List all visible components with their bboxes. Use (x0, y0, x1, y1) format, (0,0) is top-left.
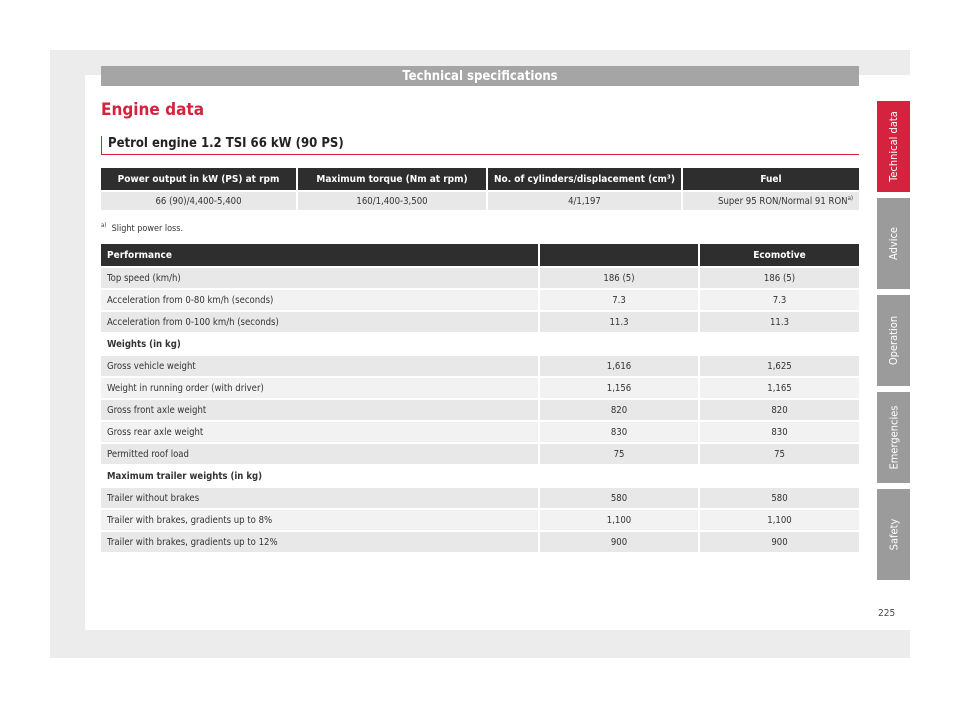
fuel-value: Super 95 RON/Normal 91 RON (718, 196, 848, 208)
tab-technical-data[interactable]: Technical data (877, 101, 910, 192)
table-cell: 4/1,197 (488, 192, 681, 210)
table-cell: Gross rear axle weight (101, 422, 538, 442)
table-cell: 1,156 (540, 378, 698, 398)
footnote-text: Slight power loss. (111, 224, 184, 234)
table-row (101, 444, 859, 464)
footnote-mark: a) (847, 194, 853, 202)
table-cell: 830 (700, 422, 859, 442)
column-header: No. of cylinders/displacement (cm³) (488, 168, 681, 190)
table-row (101, 356, 859, 376)
table-cell (683, 192, 859, 210)
table-cell: Weights (in kg) (101, 334, 538, 354)
table-cell: 11.3 (540, 312, 698, 332)
table-cell: Gross front axle weight (101, 400, 538, 420)
table-row (101, 312, 859, 332)
table-row (101, 192, 859, 210)
table-cell: Trailer without brakes (101, 488, 538, 508)
section-subtitle: Petrol engine 1.2 TSI 66 kW (90 PS) (108, 136, 344, 151)
tab-emergencies[interactable]: Emergencies (877, 392, 910, 483)
page-number: 225 (878, 608, 896, 619)
column-header: Maximum torque (Nm at rpm) (298, 168, 486, 190)
table-row (101, 488, 859, 508)
table-row (101, 378, 859, 398)
table-cell: Trailer with brakes, gradients up to 8% (101, 510, 538, 530)
table-cell: Acceleration from 0-80 km/h (seconds) (101, 290, 538, 310)
table-cell: 1,100 (540, 510, 698, 530)
table-cell: 186 (5) (540, 268, 698, 288)
tab-operation[interactable]: Operation (877, 295, 910, 386)
table-cell: 160/1,400-3,500 (298, 192, 486, 210)
table-row (101, 422, 859, 442)
table-cell: 900 (700, 532, 859, 552)
table-row (101, 510, 859, 530)
table-cell (540, 466, 698, 486)
table-cell: 66 (90)/4,400-5,400 (101, 192, 296, 210)
table-cell: Top speed (km/h) (101, 268, 538, 288)
table-cell: 7.3 (700, 290, 859, 310)
table-cell: 1,625 (700, 356, 859, 376)
table-row (101, 466, 859, 486)
page-header-title: Technical specifications (402, 68, 558, 84)
table-cell: Weight in running order (with driver) (101, 378, 538, 398)
column-header (540, 244, 698, 266)
table-cell: 1,616 (540, 356, 698, 376)
table-row (101, 268, 859, 288)
engine-data-table (99, 166, 861, 212)
table-header-row (101, 168, 859, 190)
table-cell: 11.3 (700, 312, 859, 332)
tab-safety[interactable]: Safety (877, 489, 910, 580)
performance-table (99, 242, 861, 554)
column-header: Ecomotive (700, 244, 859, 266)
table-cell: Acceleration from 0-100 km/h (seconds) (101, 312, 538, 332)
column-header: Performance (101, 244, 538, 266)
table-cell: Permitted roof load (101, 444, 538, 464)
table-cell (700, 334, 859, 354)
table-cell: 820 (540, 400, 698, 420)
table-cell: 186 (5) (700, 268, 859, 288)
table-cell: 75 (540, 444, 698, 464)
table-row (101, 290, 859, 310)
column-header: Fuel (683, 168, 859, 190)
table-row (101, 400, 859, 420)
table-cell: 1,100 (700, 510, 859, 530)
table-cell (700, 466, 859, 486)
tab-advice[interactable]: Advice (877, 198, 910, 289)
page-header (101, 66, 859, 86)
table-row (101, 334, 859, 354)
table-cell: 580 (540, 488, 698, 508)
table-cell: 7.3 (540, 290, 698, 310)
table-cell (540, 334, 698, 354)
table-cell: Gross vehicle weight (101, 356, 538, 376)
table-cell: 820 (700, 400, 859, 420)
table-cell: Maximum trailer weights (in kg) (101, 466, 538, 486)
column-header: Power output in kW (PS) at rpm (101, 168, 296, 190)
section-title: Engine data (101, 100, 205, 120)
table-row (101, 532, 859, 552)
table-header-row (101, 244, 859, 266)
table-cell: 900 (540, 532, 698, 552)
footnote-mark: a) (101, 222, 107, 229)
table-cell: 1,165 (700, 378, 859, 398)
table-cell: 75 (700, 444, 859, 464)
table-cell: 580 (700, 488, 859, 508)
table-cell: Trailer with brakes, gradients up to 12% (101, 532, 538, 552)
table-cell: 830 (540, 422, 698, 442)
footnote (101, 222, 183, 234)
